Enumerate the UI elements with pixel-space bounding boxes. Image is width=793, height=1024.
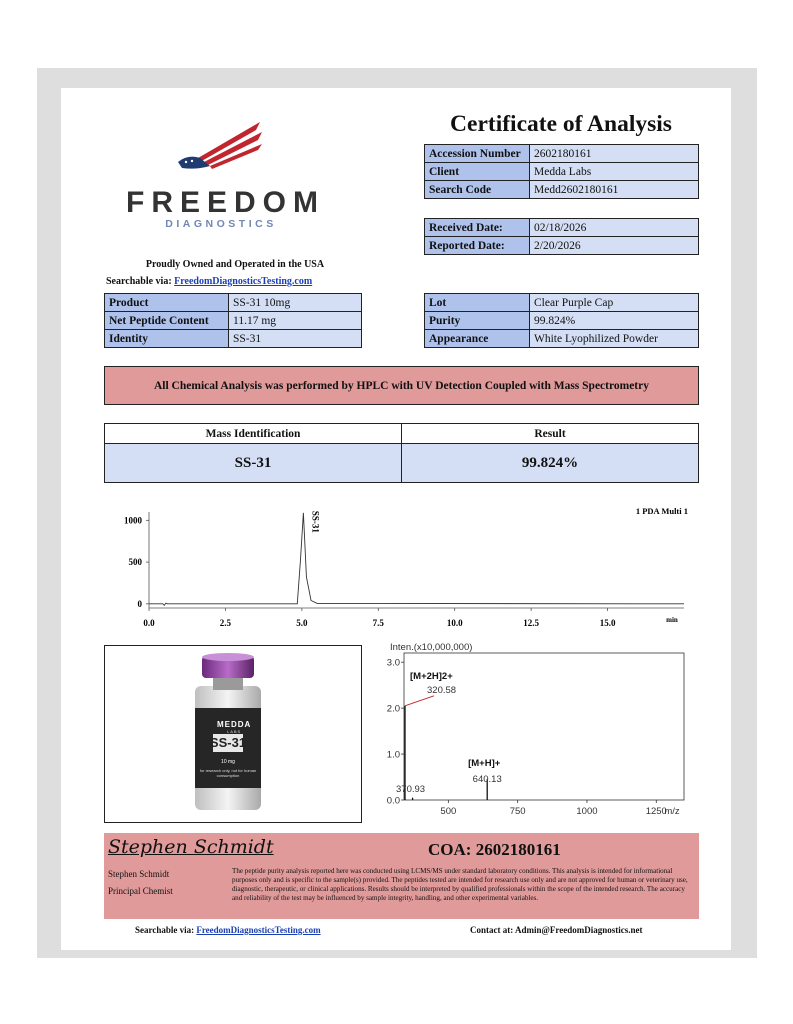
row-label: Reported Date: <box>425 237 530 255</box>
y-tick-label: 1.0 <box>386 749 400 761</box>
table-row <box>425 294 699 312</box>
method-banner <box>104 366 699 405</box>
table-row <box>425 330 699 348</box>
row-value: SS-31 10mg <box>229 294 362 312</box>
signer-title: Principal Chemist <box>108 886 173 896</box>
x-tick-label: 2.5 <box>219 618 232 628</box>
peak-label: SS-31 <box>310 510 321 533</box>
row-value: Medd2602180161 <box>530 181 699 199</box>
table-row <box>105 312 362 330</box>
x-tick-label: 1250 <box>645 806 667 817</box>
row-value: 02/18/2026 <box>530 219 699 237</box>
row-value: White Lyophilized Powder <box>530 330 699 348</box>
brand-name: FREEDOM <box>126 186 325 219</box>
footer-searchable <box>135 925 321 935</box>
dates-table <box>424 218 699 255</box>
footer-website-link[interactable]: FreedomDiagnosticsTesting.com <box>196 925 321 935</box>
table-row <box>425 145 699 163</box>
row-label: Identity <box>105 330 229 348</box>
flag-wing-logo-icon <box>170 118 270 180</box>
y-tick-label: 3.0 <box>386 657 400 669</box>
vial-name: SS-31 <box>209 735 247 750</box>
peak-pointer <box>405 696 434 706</box>
x-tick-label: 500 <box>440 806 457 817</box>
vial-brand: MEDDA <box>217 720 252 729</box>
row-label: Product <box>105 294 229 312</box>
table-row <box>425 312 699 330</box>
x-tick-label: 12.5 <box>523 618 540 628</box>
row-label: Appearance <box>425 330 530 348</box>
row-label: Accession Number <box>425 145 530 163</box>
row-label: Received Date: <box>425 219 530 237</box>
disclaimer: The peptide purity analysis reported here was conducted using LCMS/MS under standard laboratory conditions. This analysis is intended for informational purposes only and is specific to the sample(s) provided. The peptides tested are intended for research use only and are not approved for human or veterinary use, diagnostic, therapeutic, or clinical applications. Results should be interpreted by qualified professionals within the scope of the intended research. The accuracy and reliability of the test may be influenced by sample integrity, handling, and other experimental variables. <box>232 867 688 903</box>
hplc-chromatogram <box>104 500 699 635</box>
x-tick-label: 750 <box>509 806 526 817</box>
row-label: Purity <box>425 312 530 330</box>
footer-searchable-label: Searchable via: <box>135 925 195 935</box>
website-link[interactable]: FreedomDiagnosticsTesting.com <box>174 276 313 287</box>
x-tick-label: 0.0 <box>143 618 155 628</box>
result-table <box>104 423 699 483</box>
lot-table <box>424 293 699 348</box>
table-row <box>425 181 699 199</box>
y-tick-label: 1000 <box>124 515 142 526</box>
x-unit-label: m/z <box>664 806 680 817</box>
peak-value-label: 320.58 <box>427 684 457 696</box>
signer-name: Stephen Schmidt <box>108 869 170 879</box>
vial-image <box>105 646 361 822</box>
accession-table <box>424 144 699 199</box>
table-row <box>425 237 699 255</box>
x-unit-label: min <box>666 616 678 624</box>
row-label: Client <box>425 163 530 181</box>
page-title: Certificate of Analysis <box>450 111 672 137</box>
x-tick-label: 1000 <box>576 806 598 817</box>
result-header-mass: Mass Identification <box>105 424 402 444</box>
x-tick-label: 10.0 <box>446 618 463 628</box>
row-value: 99.824% <box>530 312 699 330</box>
vial-brand-sub: LABS <box>227 729 242 734</box>
y-axis-title: Inten.(x10,000,000) <box>390 642 473 653</box>
vial-dose: 10 mg <box>221 759 235 765</box>
chart-title: 1 PDA Multi 1 <box>635 506 688 516</box>
x-tick-label: 15.0 <box>599 618 616 628</box>
mass-spectrum <box>362 640 694 828</box>
row-value: 2/20/2026 <box>530 237 699 255</box>
table-row <box>425 219 699 237</box>
row-label: Search Code <box>425 181 530 199</box>
y-tick-label: 0.0 <box>386 795 400 807</box>
y-tick-label: 2.0 <box>386 703 400 715</box>
result-purity-value: 99.824% <box>402 444 699 483</box>
row-value: Clear Purple Cap <box>530 294 699 312</box>
vial-photo <box>104 645 362 823</box>
result-header-result: Result <box>402 424 699 444</box>
row-value: SS-31 <box>229 330 362 348</box>
searchable-line <box>106 276 312 287</box>
row-label: Net Peptide Content <box>105 312 229 330</box>
row-value: 2602180161 <box>530 145 699 163</box>
brand-subtitle: DIAGNOSTICS <box>165 218 277 230</box>
table-row <box>105 294 362 312</box>
result-mass-value: SS-31 <box>105 444 402 483</box>
y-tick-label: 0 <box>137 598 142 609</box>
x-tick-label: 5.0 <box>296 618 308 628</box>
vial-note: for research only, not for human consumption <box>199 768 257 778</box>
product-table <box>104 293 362 348</box>
peak-value-label: 370.93 <box>396 784 426 795</box>
peak-ion-label: [M+2H]2+ <box>410 670 453 682</box>
table-row <box>425 163 699 181</box>
method-banner-text: All Chemical Analysis was performed by HPLC with UV Detection Coupled with Mass Spectrometry <box>153 379 649 392</box>
table-row <box>105 330 362 348</box>
peak-ion-label: [M+H]+ <box>468 758 501 769</box>
searchable-label: Searchable via: <box>106 276 172 287</box>
row-label: Lot <box>425 294 530 312</box>
tagline: Proudly Owned and Operated in the USA <box>145 259 325 270</box>
x-tick-label: 7.5 <box>372 618 384 628</box>
row-value: Medda Labs <box>530 163 699 181</box>
peak-value-label: 640.13 <box>472 774 502 785</box>
row-value: 11.17 mg <box>229 312 362 330</box>
y-tick-label: 500 <box>128 557 142 568</box>
signature: Stephen Schmidt <box>108 836 274 858</box>
contact-email: Contact at: Admin@FreedomDiagnostics.net <box>470 925 643 935</box>
coa-number: COA: 2602180161 <box>428 840 561 859</box>
